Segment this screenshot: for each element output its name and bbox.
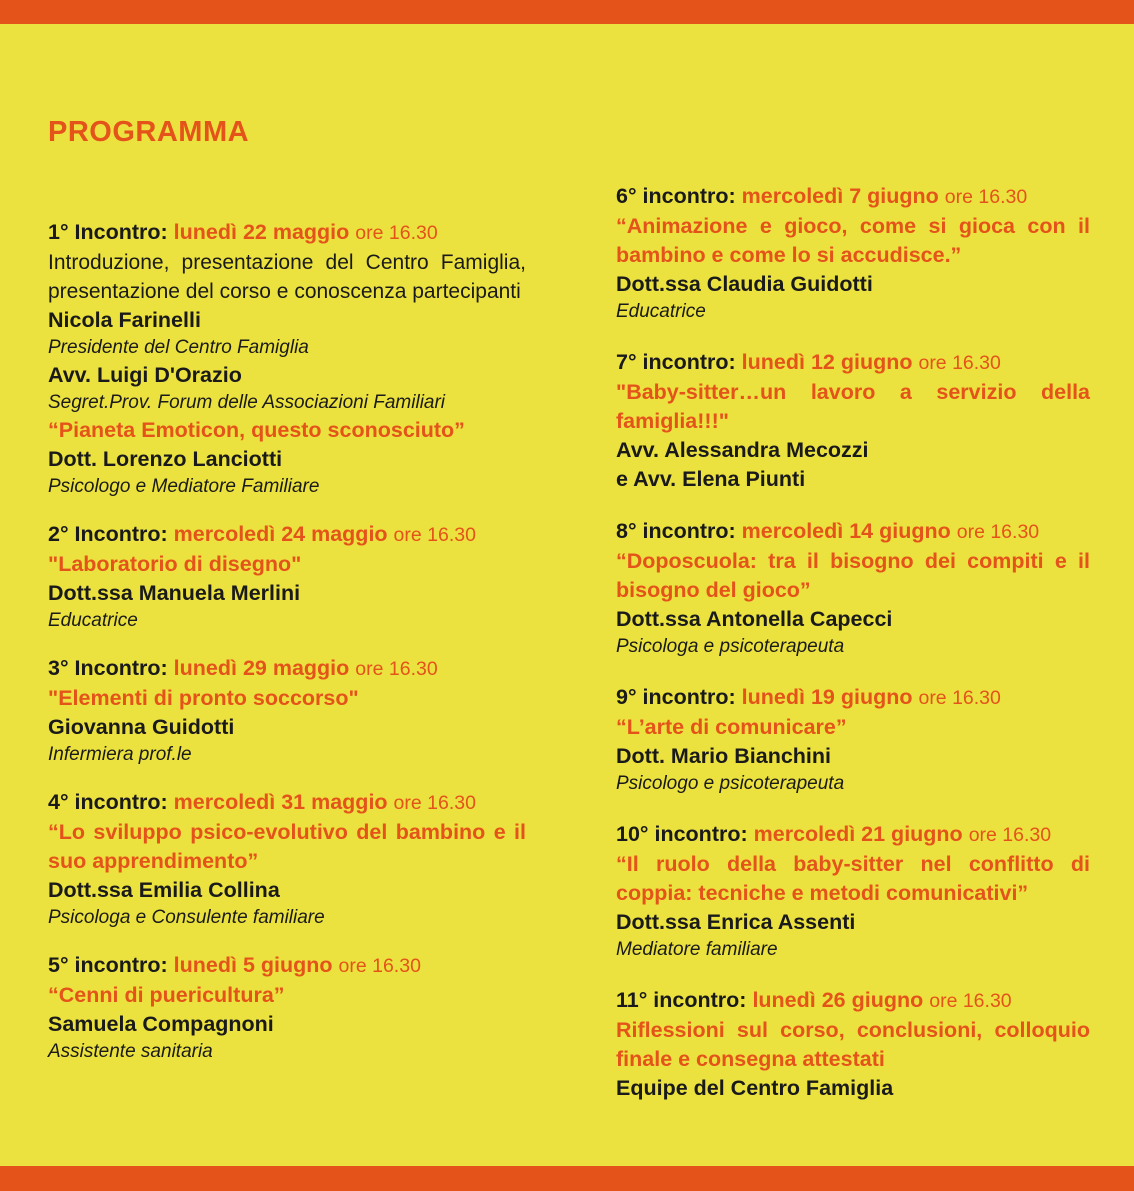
meeting-topic: “Lo sviluppo psico-evolutivo del bambino e il suo apprendimento”: [48, 820, 526, 873]
meeting-number: 4° incontro:: [48, 790, 168, 814]
meeting-header: [616, 348, 1090, 378]
meeting-date: mercoledì 7 giugno: [741, 184, 939, 208]
meeting-time: ore 16.30: [944, 186, 1028, 208]
meeting-9: [616, 683, 1090, 797]
meeting-date: mercoledì 31 maggio: [173, 790, 388, 814]
meeting-topic: “Pianeta Emoticon, questo sconosciuto”: [48, 418, 465, 442]
speaker-role: Psicologa e Consulente familiare: [48, 907, 325, 928]
meeting-number: 9° incontro:: [616, 685, 736, 709]
meeting-header: [48, 654, 526, 684]
meeting-number: 2° Incontro:: [48, 522, 168, 546]
meeting-number: 11° incontro:: [616, 988, 747, 1012]
meeting-6: [616, 182, 1090, 325]
meeting-date: mercoledì 21 giugno: [753, 822, 963, 846]
meeting-number: 8° incontro:: [616, 519, 736, 543]
meeting-time: ore 16.30: [393, 792, 476, 814]
meeting-11: [616, 986, 1090, 1103]
speaker-name: Avv. Alessandra Mecozzi: [616, 438, 869, 462]
speaker-name: Dott. Mario Bianchini: [616, 744, 831, 768]
speaker-role: Psicologo e psicoterapeuta: [616, 773, 845, 794]
meeting-topic: “L’arte di comunicare”: [616, 715, 847, 739]
meeting-number: 10° incontro:: [616, 822, 748, 846]
meeting-time: ore 16.30: [393, 524, 476, 546]
speaker-name: Samuela Compagnoni: [48, 1012, 274, 1036]
meeting-5: [48, 951, 526, 1065]
meeting-7: [616, 348, 1090, 494]
speaker-role: Assistente sanitaria: [48, 1041, 213, 1062]
meeting-time: ore 16.30: [355, 658, 438, 680]
meeting-header: [48, 218, 526, 248]
program-column-right: [616, 182, 1090, 1103]
speaker-role: Presidente del Centro Famiglia: [48, 337, 309, 358]
speaker-role: Mediatore familiare: [616, 939, 778, 960]
meeting-3: [48, 654, 526, 768]
meeting-number: 5° incontro:: [48, 953, 168, 977]
meeting-header: [616, 683, 1090, 713]
speaker-role: Segret.Prov. Forum delle Associazioni Familiari: [48, 392, 446, 413]
speaker-name: Dott.ssa Enrica Assenti: [616, 910, 856, 934]
meeting-header: [616, 986, 1090, 1016]
top-stripe: [0, 0, 1134, 24]
meeting-time: ore 16.30: [956, 521, 1040, 543]
speaker-role: Educatrice: [616, 301, 706, 322]
program-column-left: [48, 218, 526, 1065]
meeting-number: 7° incontro:: [616, 350, 736, 374]
speaker-role: Infermiera prof.le: [48, 744, 192, 765]
meeting-date: lunedì 29 maggio: [173, 656, 350, 680]
meeting-10: [616, 820, 1090, 963]
speaker-name: e Avv. Elena Piunti: [616, 467, 806, 491]
meeting-time: ore 16.30: [355, 222, 438, 244]
meeting-header: [48, 951, 526, 981]
meeting-date: lunedì 12 giugno: [741, 350, 913, 374]
meeting-header: [48, 520, 526, 550]
meeting-topic: "Baby-sitter…un lavoro a servizio della famiglia!!!": [616, 380, 1090, 433]
meeting-number: 6° incontro:: [616, 184, 736, 208]
meeting-2: [48, 520, 526, 634]
meeting-date: lunedì 22 maggio: [173, 220, 350, 244]
meeting-topic: “Animazione e gioco, come si gioca con il bambino e come lo si accudisce.”: [616, 214, 1090, 267]
meeting-description: Introduzione, presentazione del Centro Famiglia, presentazione del corso e conoscenza partecipanti: [48, 251, 526, 303]
meeting-header: [616, 820, 1090, 850]
meeting-time: ore 16.30: [918, 352, 1001, 374]
speaker-name: Equipe del Centro Famiglia: [616, 1076, 894, 1100]
meeting-header: [616, 182, 1090, 212]
meeting-4: [48, 788, 526, 931]
bottom-stripe: [0, 1166, 1134, 1191]
speaker-name: Giovanna Guidotti: [48, 715, 235, 739]
meeting-time: ore 16.30: [338, 955, 421, 977]
meeting-date: lunedì 19 giugno: [741, 685, 913, 709]
speaker-name: Dott.ssa Antonella Capecci: [616, 607, 893, 631]
meeting-header: [48, 788, 526, 818]
speaker-name: Dott.ssa Claudia Guidotti: [616, 272, 873, 296]
speaker-role: Educatrice: [48, 610, 138, 631]
meeting-time: ore 16.30: [929, 990, 1012, 1012]
meeting-topic: Riflessioni sul corso, conclusioni, colloquio finale e consegna attestati: [616, 1018, 1090, 1071]
meeting-header: [616, 517, 1090, 547]
speaker-name: Avv. Luigi D'Orazio: [48, 363, 242, 387]
meeting-topic: “Il ruolo della baby-sitter nel conflitto di coppia: tecniche e metodi comunicativi”: [616, 852, 1090, 905]
meeting-number: 3° Incontro:: [48, 656, 168, 680]
meeting-date: lunedì 5 giugno: [173, 953, 333, 977]
speaker-role: Psicologa e psicoterapeuta: [616, 636, 845, 657]
page-title: PROGRAMMA: [48, 116, 250, 148]
meeting-time: ore 16.30: [918, 687, 1001, 709]
meeting-topic: "Elementi di pronto soccorso": [48, 686, 359, 710]
speaker-name: Nicola Farinelli: [48, 308, 201, 332]
meeting-topic: “Doposcuola: tra il bisogno dei compiti e il bisogno del gioco”: [616, 549, 1090, 602]
meeting-1: [48, 218, 526, 500]
meeting-topic: "Laboratorio di disegno": [48, 552, 302, 576]
speaker-name: Dott.ssa Manuela Merlini: [48, 581, 301, 605]
meeting-date: lunedì 26 giugno: [752, 988, 924, 1012]
meeting-number: 1° Incontro:: [48, 220, 168, 244]
speaker-role: Psicologo e Mediatore Familiare: [48, 476, 320, 497]
meeting-date: mercoledì 24 maggio: [173, 522, 388, 546]
speaker-name: Dott. Lorenzo Lanciotti: [48, 447, 283, 471]
meeting-8: [616, 517, 1090, 660]
meeting-date: mercoledì 14 giugno: [741, 519, 951, 543]
speaker-name: Dott.ssa Emilia Collina: [48, 878, 280, 902]
meeting-time: ore 16.30: [968, 824, 1052, 846]
meeting-topic: “Cenni di puericultura”: [48, 983, 285, 1007]
